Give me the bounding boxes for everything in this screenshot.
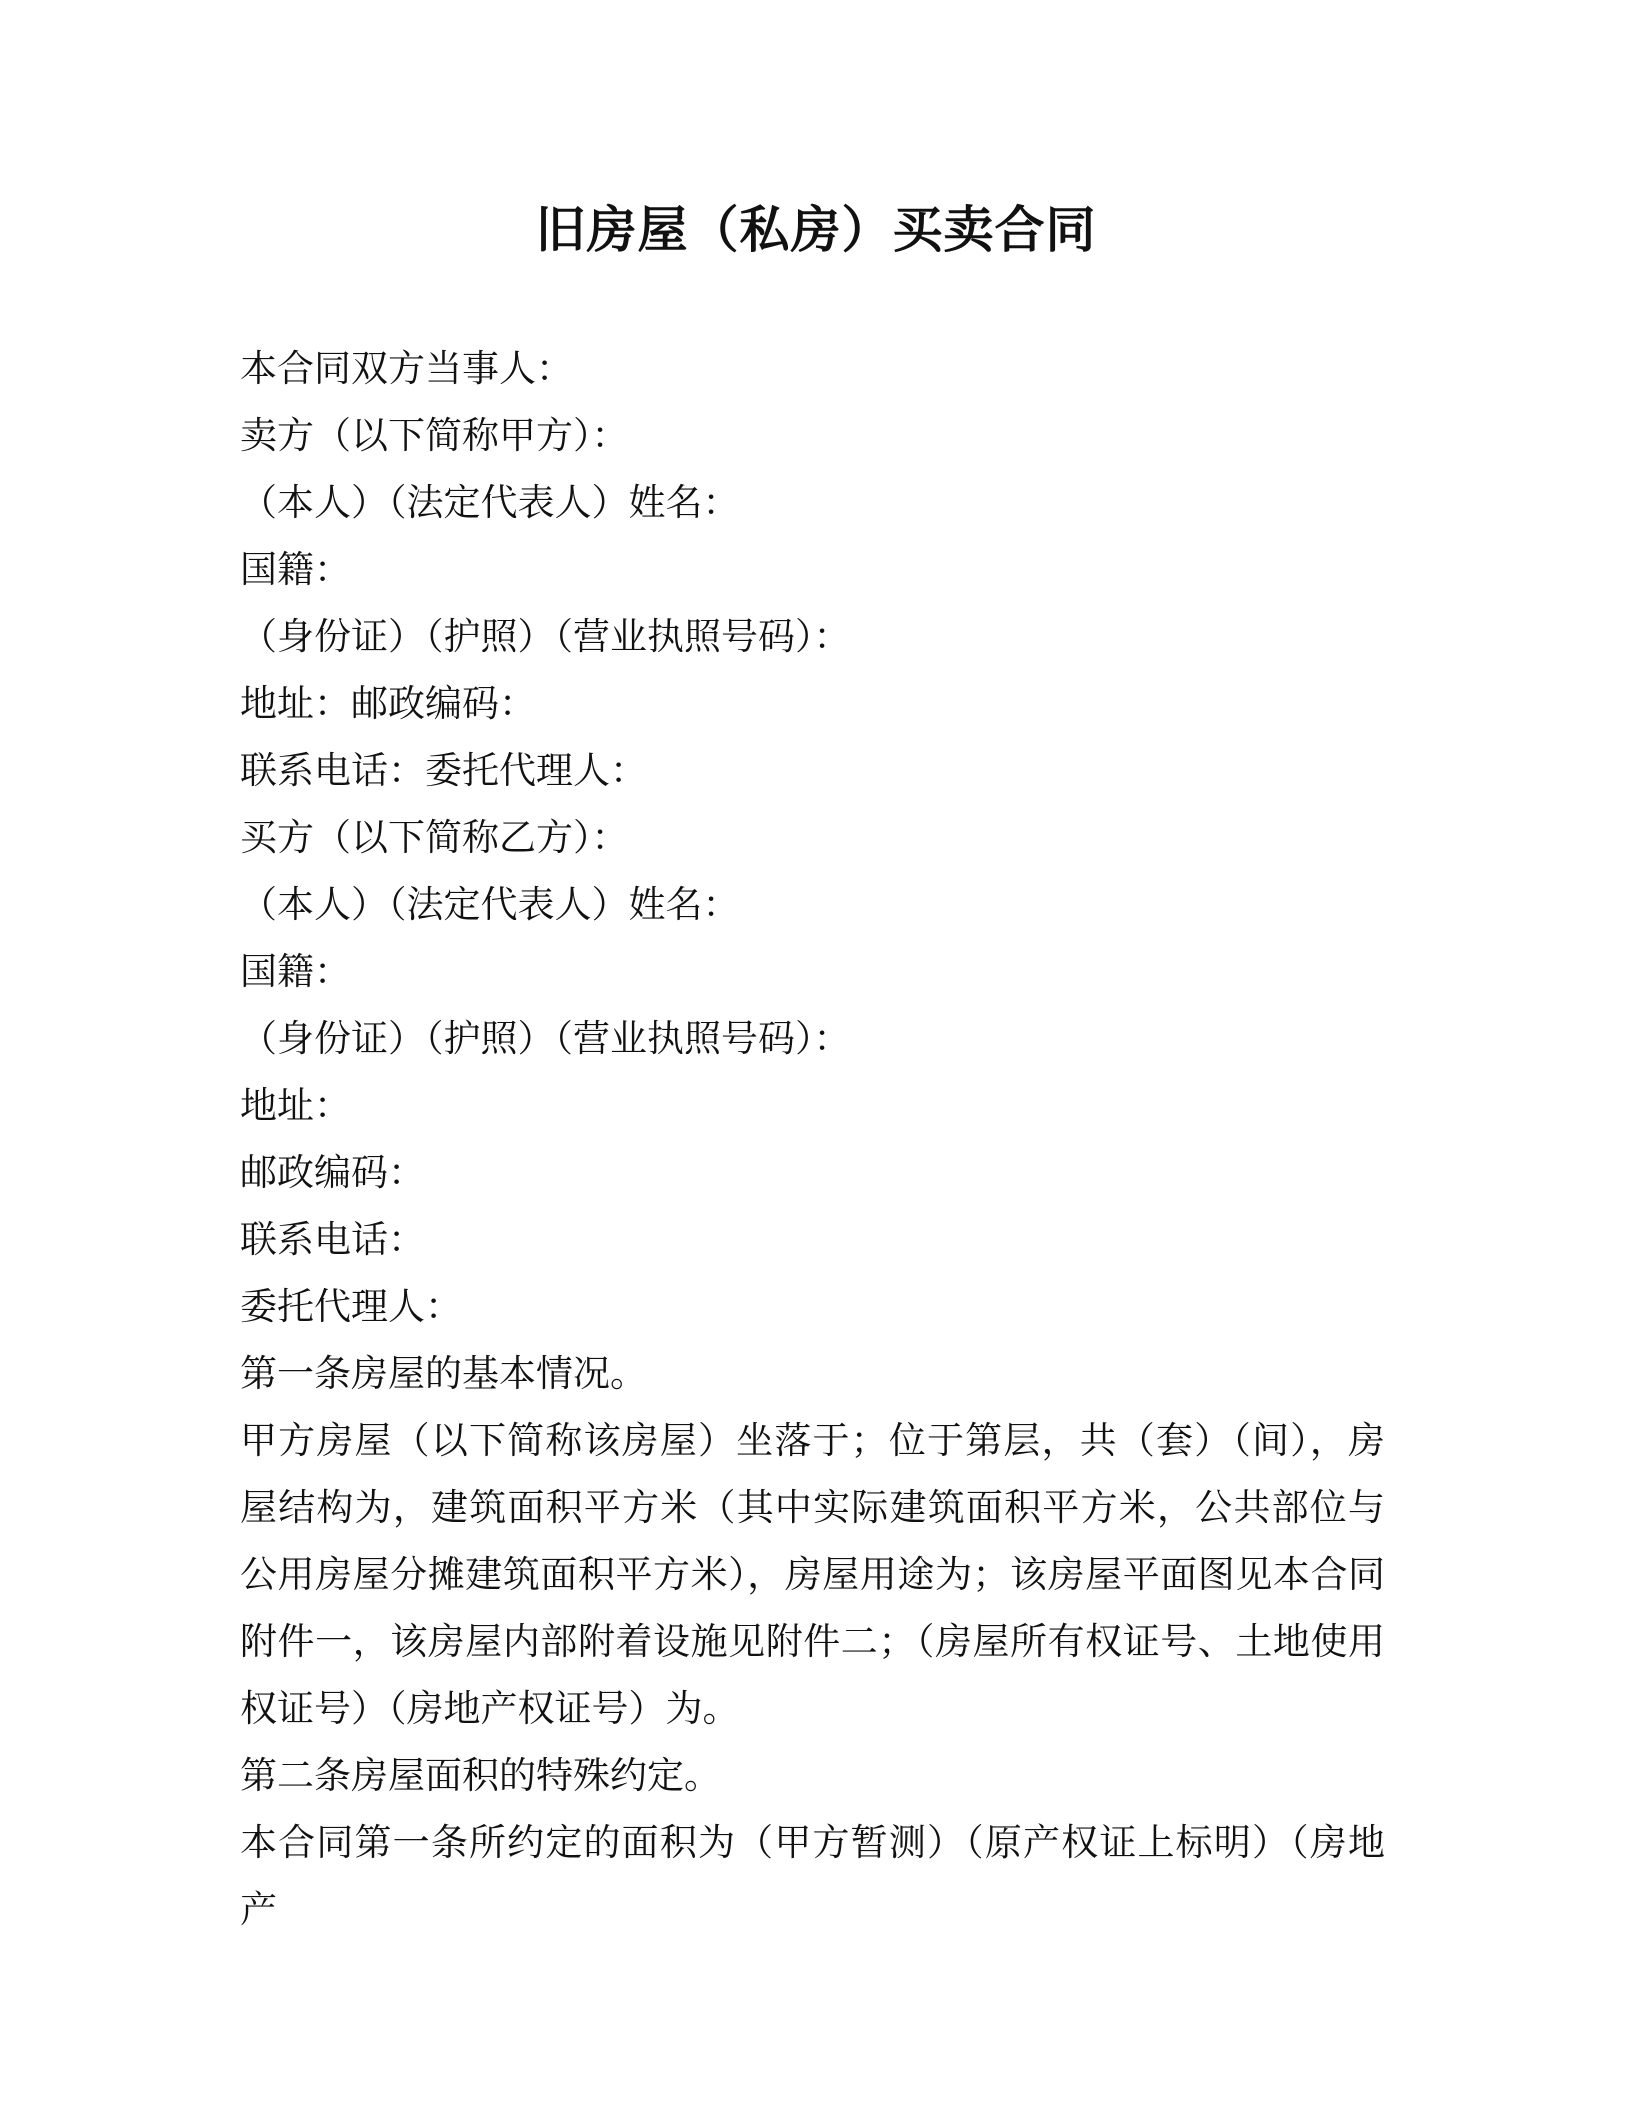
paragraph-article-1-body: 甲方房屋（以下简称该房屋）坐落于；位于第层，共（套）（间），房屋结构为，建筑面积平方米（其中实际建筑面积平方米，公共部位与公用房屋分摊建筑面积平方米），房屋用途为；该房屋平面图见本合同附件一，该房屋内部附着设施见附件二；（房屋所有权证号、土地使用权证号）（房地产权证号）为。 bbox=[240, 1419, 1385, 1730]
paragraph-article-1-heading: 第一条房屋的基本情况。 bbox=[240, 1352, 647, 1395]
paragraph-buyer: 买方（以下简称乙方）： bbox=[240, 816, 629, 859]
paragraph-seller-id: （身份证）（护照）（营业执照号码）： bbox=[240, 615, 851, 658]
paragraph-buyer-postcode: 邮政编码： bbox=[240, 1151, 425, 1194]
document-body bbox=[240, 335, 1385, 1943]
paragraph-seller: 卖方（以下简称甲方）： bbox=[240, 414, 629, 457]
paragraph-article-2-heading: 第二条房屋面积的特殊约定。 bbox=[240, 1754, 721, 1797]
paragraph-article-2-body: 本合同第一条所约定的面积为（甲方暂测）（原产权证上标明）（房地产 bbox=[240, 1821, 1385, 1931]
paragraph-buyer-agent: 委托代理人： bbox=[240, 1285, 462, 1328]
paragraph-parties-intro: 本合同双方当事人： bbox=[240, 347, 573, 390]
paragraph-buyer-address: 地址： bbox=[240, 1084, 351, 1127]
paragraph-buyer-id: （身份证）（护照）（营业执照号码）： bbox=[240, 1017, 851, 1060]
document-title: 旧房屋（私房）买卖合同 bbox=[535, 201, 1097, 259]
paragraph-buyer-phone: 联系电话： bbox=[240, 1218, 425, 1261]
paragraph-seller-address: 地址：邮政编码： bbox=[240, 682, 536, 725]
paragraph-seller-nationality: 国籍： bbox=[240, 548, 351, 591]
paragraph-buyer-name: （本人）（法定代表人）姓名： bbox=[240, 883, 740, 926]
paragraph-buyer-nationality: 国籍： bbox=[240, 950, 351, 993]
paragraph-seller-contact: 联系电话：委托代理人： bbox=[240, 749, 647, 792]
paragraph-seller-name: （本人）（法定代表人）姓名： bbox=[240, 481, 740, 524]
